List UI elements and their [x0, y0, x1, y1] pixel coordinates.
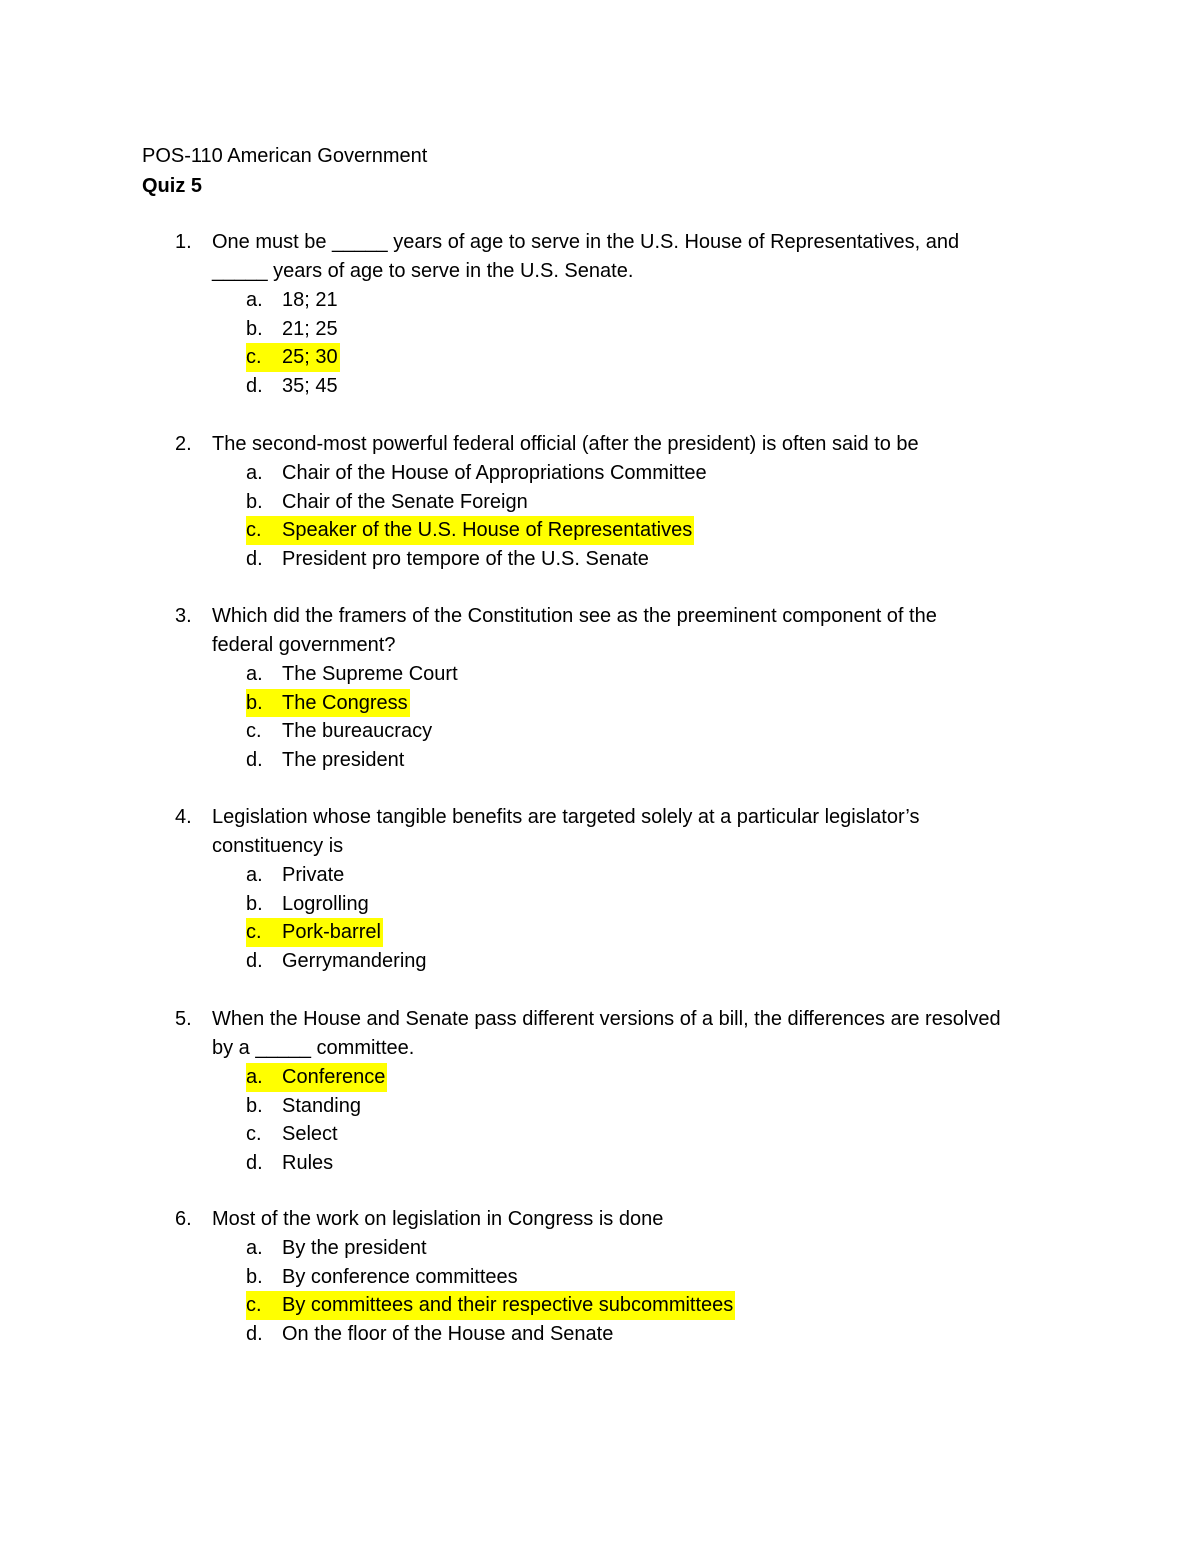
- answer-option-content: [246, 286, 340, 315]
- answer-option-content: [246, 947, 429, 976]
- option-letter: b.: [246, 892, 263, 915]
- question-number: 4.: [175, 806, 192, 828]
- option-text: President pro tempore of the U.S. Senate: [282, 547, 649, 570]
- question-number: 3.: [175, 605, 192, 627]
- option-letter: d.: [246, 949, 263, 972]
- answer-option: [0, 315, 1200, 344]
- answer-option-content: [246, 1291, 735, 1320]
- option-text: By the president: [282, 1237, 427, 1259]
- question-line: [0, 430, 1200, 459]
- option-letter: b.: [246, 691, 263, 714]
- option-text: Speaker of the U.S. House of Representatives: [282, 519, 693, 542]
- question-number: 2.: [175, 433, 192, 455]
- option-letter: d.: [246, 374, 263, 397]
- option-letter: a.: [246, 1237, 263, 1259]
- answer-option-content: [246, 459, 709, 488]
- answer-option: [0, 746, 1200, 775]
- option-text: 35; 45: [282, 374, 338, 397]
- question-number: 1.: [175, 231, 192, 253]
- question-text: Legislation whose tangible benefits are targeted solely at a particular legislator’s: [212, 806, 920, 828]
- answer-option-content: [246, 717, 434, 746]
- answer-option: [0, 516, 1200, 545]
- answer-option-content: [246, 545, 651, 574]
- answer-option: [0, 1263, 1200, 1292]
- question-line: [0, 228, 1200, 257]
- question-line: [0, 1205, 1200, 1234]
- option-letter: a.: [246, 1066, 263, 1088]
- quiz-title: Quiz 5: [142, 175, 203, 197]
- option-text: 25; 30: [282, 346, 338, 369]
- option-text: Rules: [282, 1151, 334, 1174]
- option-text: By conference committees: [282, 1265, 518, 1288]
- answer-option-content: [246, 918, 383, 947]
- question-line: [0, 257, 1200, 286]
- answer-option: [0, 1234, 1200, 1263]
- option-text: 21; 25: [282, 317, 338, 340]
- answer-option: [0, 372, 1200, 401]
- question-1: [0, 228, 1200, 400]
- answer-option-content: [246, 1234, 429, 1263]
- answer-option-content: [246, 890, 371, 919]
- answer-option-content: [246, 1320, 615, 1349]
- option-text: Gerrymandering: [282, 949, 427, 972]
- question-text: When the House and Senate pass different versions of a bill, the differences are resolved: [212, 1008, 1001, 1030]
- option-letter: d.: [246, 1322, 263, 1345]
- option-text: Conference: [282, 1066, 386, 1088]
- question-5: [0, 1005, 1200, 1177]
- answer-option: [0, 1320, 1200, 1349]
- answer-option-content: [246, 660, 460, 689]
- option-letter: d.: [246, 1151, 263, 1174]
- answer-option-content: [246, 343, 340, 372]
- option-letter: a.: [246, 462, 263, 484]
- question-number: 6.: [175, 1208, 192, 1230]
- answer-option-content: [246, 861, 346, 890]
- option-text: Private: [282, 864, 345, 886]
- answer-option: [0, 459, 1200, 488]
- option-letter: d.: [246, 547, 263, 570]
- answer-option-content: [246, 1149, 335, 1178]
- option-text: The bureaucracy: [282, 720, 433, 743]
- option-letter: c.: [246, 921, 262, 944]
- option-text: The Supreme Court: [282, 663, 458, 685]
- answer-option: [0, 717, 1200, 746]
- option-letter: c.: [246, 1294, 262, 1317]
- answer-option: [0, 286, 1200, 315]
- answer-option: [0, 343, 1200, 372]
- option-letter: a.: [246, 289, 263, 311]
- answer-option-content: [246, 1063, 387, 1092]
- answer-option-content: [246, 1092, 363, 1121]
- option-text: Logrolling: [282, 892, 369, 915]
- option-text: Select: [282, 1123, 338, 1146]
- course-title: POS-110 American Government: [142, 145, 428, 167]
- question-line: [0, 602, 1200, 631]
- option-letter: c.: [246, 519, 262, 542]
- question-line: [0, 832, 1200, 861]
- question-4: [0, 803, 1200, 975]
- question-line: [0, 631, 1200, 660]
- answer-option: [0, 689, 1200, 718]
- option-text: Chair of the Senate Foreign: [282, 490, 528, 513]
- answer-option: [0, 1063, 1200, 1092]
- answer-option: [0, 947, 1200, 976]
- question-text: federal government?: [212, 634, 396, 656]
- option-letter: b.: [246, 490, 263, 513]
- option-text: The president: [282, 748, 405, 771]
- answer-option-content: [246, 746, 406, 775]
- answer-option: [0, 1149, 1200, 1178]
- option-text: 18; 21: [282, 289, 338, 311]
- option-text: Standing: [282, 1094, 361, 1117]
- question-text: by a _____ committee.: [212, 1037, 415, 1059]
- answer-option: [0, 861, 1200, 890]
- option-text: The Congress: [282, 691, 408, 714]
- option-text: By committees and their respective subcommittees: [282, 1294, 734, 1317]
- answer-option: [0, 1092, 1200, 1121]
- option-letter: c.: [246, 1123, 262, 1146]
- question-number: 5.: [175, 1008, 192, 1030]
- option-letter: a.: [246, 864, 263, 886]
- option-letter: b.: [246, 1265, 263, 1288]
- option-text: On the floor of the House and Senate: [282, 1322, 614, 1345]
- question-6: [0, 1205, 1200, 1348]
- option-text: Pork-barrel: [282, 921, 381, 944]
- answer-option-content: [246, 516, 694, 545]
- answer-option: [0, 918, 1200, 947]
- answer-option: [0, 488, 1200, 517]
- answer-option-content: [246, 1120, 340, 1149]
- answer-option-content: [246, 689, 410, 718]
- question-text: constituency is: [212, 835, 344, 857]
- answer-option: [0, 890, 1200, 919]
- answer-option-content: [246, 372, 340, 401]
- question-line: [0, 1005, 1200, 1034]
- answer-option: [0, 1120, 1200, 1149]
- option-letter: b.: [246, 317, 263, 340]
- option-letter: c.: [246, 720, 262, 743]
- option-text: Chair of the House of Appropriations Committee: [282, 462, 707, 484]
- question-2: [0, 430, 1200, 573]
- question-text: Which did the framers of the Constitution see as the preeminent component of the: [212, 605, 937, 627]
- answer-option-content: [246, 488, 530, 517]
- question-text: _____ years of age to serve in the U.S. Senate.: [212, 260, 634, 282]
- question-3: [0, 602, 1200, 774]
- option-letter: d.: [246, 748, 263, 771]
- option-letter: a.: [246, 663, 263, 685]
- answer-option-content: [246, 315, 340, 344]
- question-text: Most of the work on legislation in Congress is done: [212, 1208, 664, 1230]
- option-letter: c.: [246, 346, 262, 369]
- option-letter: b.: [246, 1094, 263, 1117]
- answer-option-content: [246, 1263, 520, 1292]
- answer-option: [0, 660, 1200, 689]
- question-line: [0, 803, 1200, 832]
- answer-option: [0, 545, 1200, 574]
- answer-option: [0, 1291, 1200, 1320]
- question-text: The second-most powerful federal official (after the president) is often said to be: [212, 433, 919, 455]
- question-text: One must be _____ years of age to serve in the U.S. House of Representatives, and: [212, 231, 960, 253]
- question-line: [0, 1034, 1200, 1063]
